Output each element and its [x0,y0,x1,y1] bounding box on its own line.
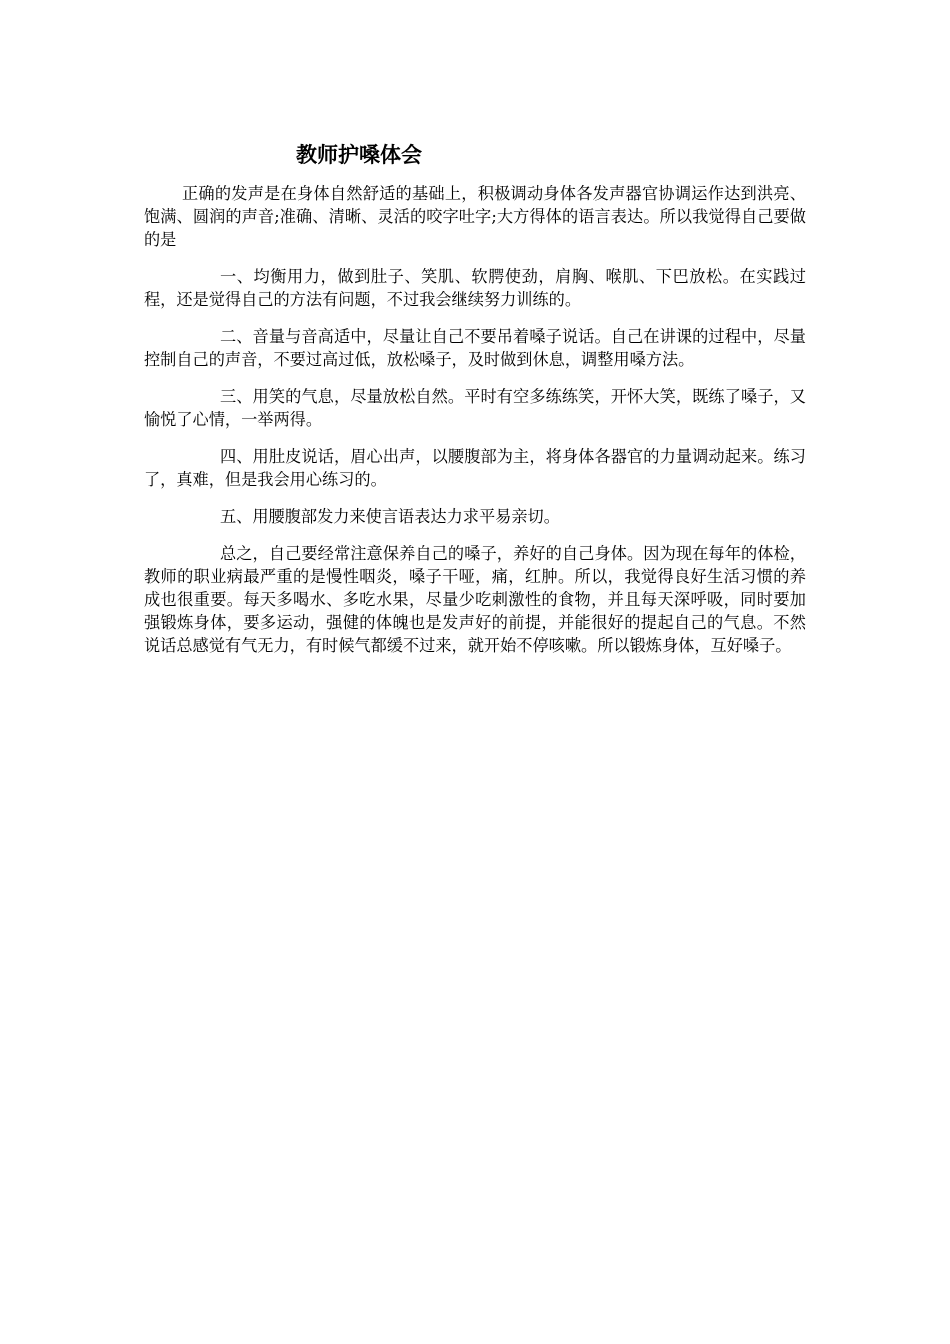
point-two-paragraph: 二、音量与音高适中，尽量让自己不要吊着嗓子说话。自己在讲课的过程中，尽量控制自己的声音，不要过高过低，放松嗓子，及时做到休息，调整用嗓方法。 [144,327,806,369]
conclusion-paragraph: 总之，自己要经常注意保养自己的嗓子，养好的自己身体。因为现在每年的体检，教师的职业病最严重的是慢性咽炎，嗓子干哑，痛，红肿。所以，我觉得良好生活习惯的养成也很重要。每天多喝水、多吃水果，尽量少吃刺激性的食物，并且每天深呼吸，同时要加强锻炼身体，要多运动，强健的体魄也是发声好的前提，并能很好的提起自己的气息。不然说话总感觉有气无力，有时候气都缓不过来，就开始不停咳嗽。所以锻炼身体，互好嗓子。 [144,544,806,655]
document-body [144,182,806,671]
intro-paragraph: 正确的发声是在身体自然舒适的基础上，积极调动身体各发声器官协调运作达到洪亮、饱满、圆润的声音;准确、清晰、灵活的咬字吐字;大方得体的语言表达。所以我觉得自己要做的是 [144,184,806,249]
point-one-paragraph: 一、均衡用力，做到肚子、笑肌、软腭使劲，肩胸、喉肌、下巴放松。在实践过程，还是觉得自己的方法有问题，不过我会继续努力训练的。 [144,267,806,309]
point-three-paragraph: 三、用笑的气息，尽量放松自然。平时有空多练练笑，开怀大笑，既练了嗓子，又愉悦了心情，一举两得。 [144,387,806,429]
point-five-paragraph: 五、用腰腹部发力来使言语表达力求平易亲切。 [220,507,560,526]
document-title: 教师护嗓体会 [296,143,422,167]
point-four-paragraph: 四、用肚皮说话，眉心出声，以腰腹部为主，将身体各器官的力量调动起来。练习了，真难，但是我会用心练习的。 [144,447,806,489]
